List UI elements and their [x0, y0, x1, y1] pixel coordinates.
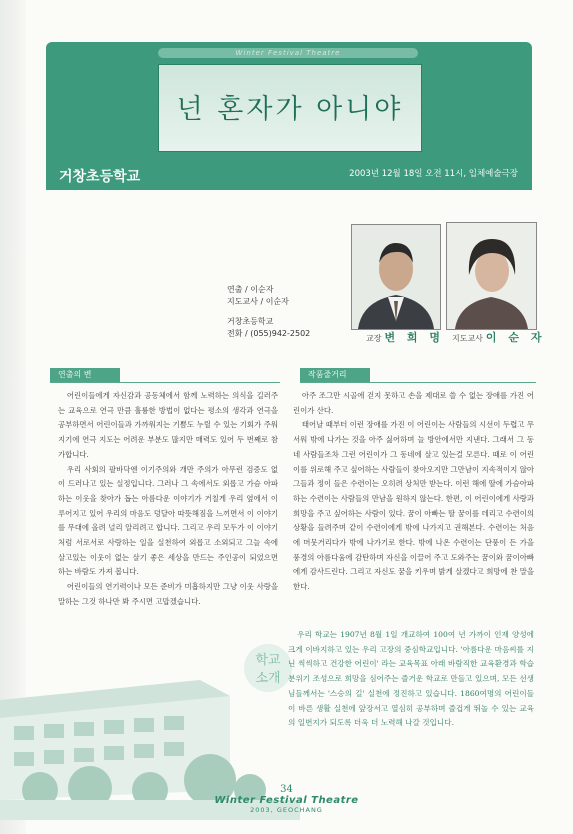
- principal-portrait: [352, 225, 440, 329]
- director-line: 연출 / 이순자: [227, 285, 274, 294]
- seal-text: 학교: [255, 653, 281, 668]
- title-header: [46, 42, 532, 190]
- teacher-name: 이 순 자: [485, 331, 546, 344]
- contact-info: [227, 284, 310, 340]
- intro-paragraph: 우리 학교는 1907년 8월 1일 개교하여 100여 년 가까이 인재 양성에 크게 이바지하고 있는 우리 고장의 중심학교입니다. '아름다운 마음씨를 지닌 씩씩하고 건강한 어린이' 라는 교육목표 아래 바람직한 교육환경과 학습 분위기 조성으로 희망을 심어주는 즐거운 학교로 만들고 있으며, 모든 선생님들께서는 '스승의 길' 실천에 정진하고 있습니다. 1860여명의 어린이들이 바른 생활 실천에 앞장서고 열심히 공부하며 즐겁게 뛰놀 수 있는 교육의 일번지가 되도록 더욱 더 노력해 나갈 것입니다.: [288, 630, 534, 728]
- principal-caption: [366, 329, 444, 345]
- phone-line: 전화 / (055)942-2502: [227, 329, 311, 338]
- principal-photo: [351, 224, 441, 330]
- paragraph: 태어날 때부터 이런 장애를 가진 이 어린이는 사람들의 시선이 두렵고 무서워 밖에 나가는 것을 아주 싫어하며 늘 방안에서만 지낸다. 그래서 그 동네 사람들조차 그런 어린이가 그 동네에 살고 있는걸 모른다. 때로 이 어린이를 위로해 주고 싶어하는 사람들이 찾아오지만 그만남이 지속적이지 않아 그들과 정이 들은 수련이는 오히려 상처만 받는다. 이런 해에 딸에 가슴아파하는 수련이는 사람들의 만남을 원하지 않는다. 한편, 이 어린이에게 사랑과 희망을 주고 싶어하는 사람이 있다. 꿈이 아빠는 딸 꿈이를 데리고 수련이의 상황을 들려주며 같이 수련이에게 밖에 나가지고 권해본다. 수련이는 처음에 머뭇거리다가 밖에 나가기로 한다. 밖에 나온 수련이는 단풍이 든 가을 풍경의 아름다움에 감탄하며 자신을 이끌어 주고 도와주는 꿈이와 꿈이아빠에게 감사드린다. 그리고 자신도 꿈을 키우며 밝게 살겠다고 희망에 찬 말을 한다.: [293, 420, 534, 592]
- page-number: 34: [280, 784, 293, 795]
- school-name: 거창초등학교: [59, 169, 141, 185]
- contact-school: 거창초등학교: [227, 317, 274, 326]
- paragraph: 아주 조그만 시골에 걷지 못하고 손을 제대로 쓸 수 없는 장애를 가진 어린이가 산다.: [293, 391, 534, 415]
- principal-role: 교장: [366, 334, 382, 343]
- director-note-label: 연출의 변: [50, 368, 120, 382]
- play-title: 넌 혼자가 아니야: [176, 94, 404, 125]
- synopsis-text: [293, 389, 534, 595]
- teacher-line: 지도교사 / 이순자: [227, 297, 289, 306]
- festival-year: 2003, GEOCHANG: [250, 806, 323, 814]
- principal-name: 변 희 명: [384, 331, 445, 344]
- paragraph: 어린이들의 연기력이나 모든 준비가 미흡하지만 그냥 이웃 사랑을 말하는 그것 하나만 봐 주시면 고맙겠습니다.: [58, 582, 278, 606]
- right-divider: [300, 382, 536, 383]
- teacher-portrait: [447, 223, 536, 329]
- title-band: [158, 64, 422, 152]
- header-tag: Winter Festival Theatre: [158, 48, 418, 58]
- teacher-role: 지도교사: [452, 334, 483, 343]
- page-footer: [0, 784, 573, 814]
- paragraph: 우리 사회의 팔바닥엔 이기주의와 개만 주의가 아무런 검증도 없이 드러나고 있는 실정입니다. 그러나 그 속에서도 외롭고 가슴 아파하는 이웃을 찾아가 돕는 아름다운 이야기가 거칠게 우리 옆에서 이루어지고 있어 우리의 마음도 덩달아 따뜻해짐을 느끼면서 이 이야기를 무대에 올려 널리 알리려고 합니다. 그리고 우리 모두가 이 이야기처럼 서로서로 사랑하는 일을 실천하여 외롭고 소외되고 그늘 속에 살고있는 이웃이 없는 살기 좋은 세상을 만드는 주인공이 되었으면 하는 바람도 가져 봅니다.: [58, 464, 278, 577]
- teacher-caption: [452, 329, 545, 345]
- school-introduction: [288, 628, 534, 731]
- synopsis-label: 작품줄거리: [300, 368, 370, 382]
- left-divider: [50, 382, 280, 383]
- teacher-photo: [446, 222, 537, 330]
- director-note-text: [58, 389, 278, 610]
- performance-info: 2003년 12월 18일 오전 11시, 입체예술극장: [349, 169, 518, 179]
- festival-name: Winter Festival Theatre: [214, 795, 359, 806]
- paragraph: 어린이들에게 자신감과 공동체에서 함께 노력하는 의식을 길러주는 교육으로 연극 만큼 훌륭한 방법이 없다는 평소의 생각과 연극을 공부하면서 어린이들과 가까워지는 기쁨도 누릴 수 있는 기회가 주워지기에 연극 지도는 어려운 부분도 많지만 매력도 있어 두 번째로 참가합니다.: [58, 391, 278, 459]
- svg-text:소개: 소개: [255, 671, 281, 686]
